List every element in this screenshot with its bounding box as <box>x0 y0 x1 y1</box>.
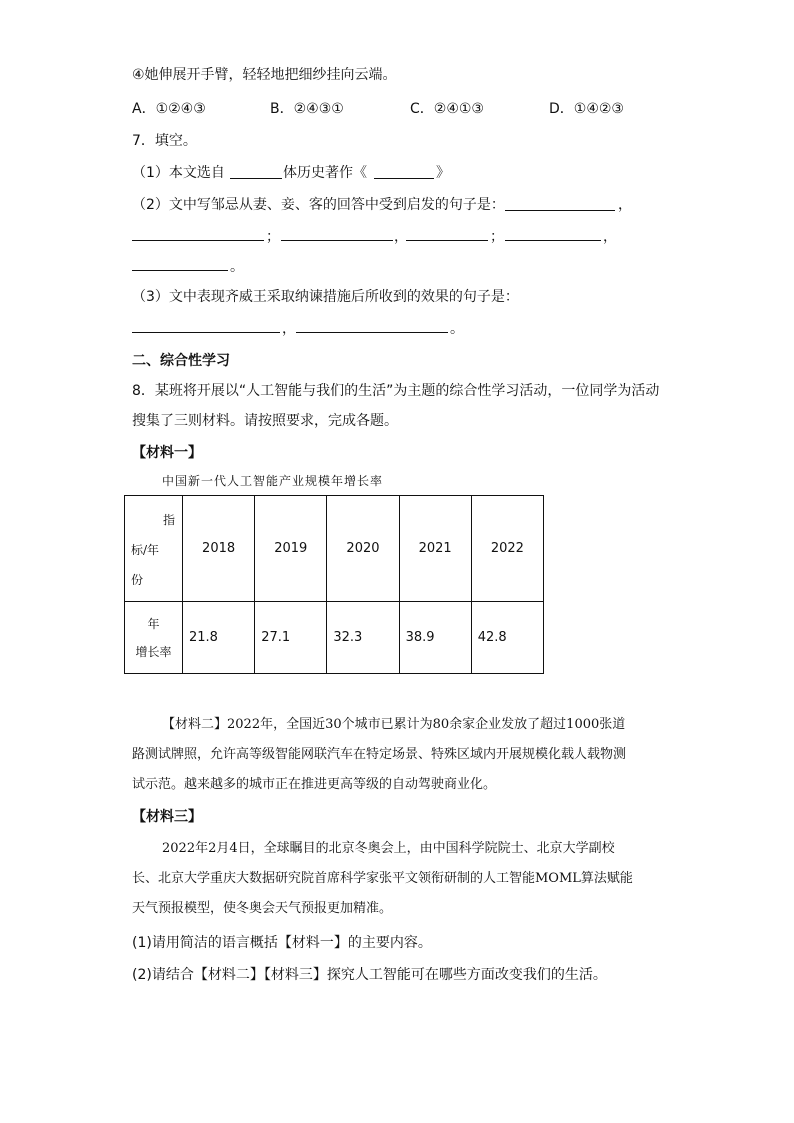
header-label-part: 份 <box>131 572 144 587</box>
blank-genre[interactable] <box>230 178 282 179</box>
header-label-part: 指 <box>163 512 176 527</box>
value-cell: 32.3 <box>327 602 399 674</box>
blank-sentence-4[interactable] <box>406 240 488 241</box>
q8-intro-line-2: 搜集了三则材料。请按照要求，完成各题。 <box>132 413 398 429</box>
material-2-line: 路测试牌照，允许高等级智能网联汽车在特定场景、特殊区域内开展规模化载人载物测 <box>132 747 627 762</box>
option-letter: A． <box>132 101 156 117</box>
table-header-row <box>125 496 544 602</box>
blank-sentence-2[interactable] <box>132 240 264 241</box>
blank-sentence-5[interactable] <box>505 240 601 241</box>
q7-part3-prompt: （3）文中表现齐威王采取纳谏措施后所收到的效果的句子是： <box>132 289 519 305</box>
material-2-line: 【材料二】2022年，全国近30个城市已累计为80余家企业发放了超过1000张道 <box>162 717 626 732</box>
header-label-part: 标/年 <box>131 542 160 557</box>
sub-question-2: (2)请结合【材料二】【材料三】探究人工智能可在哪些方面改变我们的生活。 <box>132 967 607 983</box>
semicolon: ； <box>490 229 504 245</box>
material-3-line: 长、北京大学重庆大数据研究院首席科学家张平文领衔研制的人工智能MOML算法赋能 <box>132 871 633 886</box>
blank-sentence-3[interactable] <box>281 240 393 241</box>
row-label-cell <box>125 602 183 674</box>
year-cell: 2019 <box>255 496 327 602</box>
growth-rate-table <box>124 495 544 674</box>
sub-question-1: (1)请用简洁的语言概括【材料一】的主要内容。 <box>132 935 432 951</box>
row-label-part: 增长率 <box>135 644 172 659</box>
value-cell: 27.1 <box>255 602 327 674</box>
q7-title: 7．填空。 <box>132 133 197 149</box>
table-title: 中国新一代人工智能产业规模年增长率 <box>162 474 384 488</box>
option-text: ①④②③ <box>573 101 624 117</box>
value-cell: 38.9 <box>399 602 471 674</box>
option-letter: D． <box>549 101 574 117</box>
option-letter: B． <box>270 101 294 117</box>
q6-item-4: ④她伸展开手臂，轻轻地把细纱挂向云端。 <box>132 67 397 83</box>
material-1-label: 【材料一】 <box>132 445 202 461</box>
q6-option-b <box>270 98 344 118</box>
value-cell: 42.8 <box>471 602 543 674</box>
option-text: ②④③① <box>293 101 344 117</box>
comma: ， <box>394 229 408 245</box>
header-label-cell <box>125 496 183 602</box>
comma: ， <box>603 229 617 245</box>
material-2 <box>132 710 662 800</box>
option-text: ②④①③ <box>433 101 484 117</box>
year-cell: 2018 <box>183 496 255 602</box>
blank-sentence-6[interactable] <box>132 270 228 271</box>
blank-sentence-1[interactable] <box>505 210 615 211</box>
blank-effect-2[interactable] <box>296 332 448 333</box>
material-3-line: 天气预报模型，使冬奥会天气预报更加精准。 <box>132 901 393 916</box>
value-cell: 21.8 <box>183 602 255 674</box>
q8-intro-line-1: 8．某班将开展以“人工智能与我们的生活”为主题的综合性学习活动，一位同学为活动 <box>132 383 660 399</box>
blank-book-title[interactable] <box>374 178 434 179</box>
year-cell: 2020 <box>327 496 399 602</box>
row-label-part: 年 <box>147 616 160 631</box>
option-text: ①②④③ <box>155 101 206 117</box>
option-letter: C． <box>410 101 434 117</box>
material-3 <box>132 834 662 924</box>
material-3-label: 【材料三】 <box>132 809 202 825</box>
material-3-line: 2022年2月4日，全球瞩目的北京冬奥会上，由中国科学院院士、北京大学副校 <box>162 841 615 856</box>
section-title: 二、综合性学习 <box>132 353 230 369</box>
q7-part1-prefix: （1）本文选自 <box>132 165 225 181</box>
table-data-row <box>125 602 544 674</box>
q7-part1-middle: 体历史著作《 <box>283 165 367 181</box>
blank-effect-1[interactable] <box>132 332 280 333</box>
q7-part1-suffix: 》 <box>436 165 450 181</box>
q6-option-c <box>410 98 484 118</box>
material-2-line: 试示范。越来越多的城市正在推进更高等级的自动驾驶商业化。 <box>132 777 497 792</box>
comma: ， <box>282 321 296 337</box>
q7-part2-prompt: （2）文中写邹忌从妻、妾、客的回答中受到启发的句子是： <box>132 197 505 213</box>
q6-option-a <box>132 98 206 118</box>
period: 。 <box>230 259 244 275</box>
year-cell: 2022 <box>471 496 543 602</box>
period: 。 <box>450 321 464 337</box>
q6-option-d <box>549 98 624 118</box>
year-cell: 2021 <box>399 496 471 602</box>
semicolon: ； <box>266 229 280 245</box>
comma: ， <box>618 197 632 213</box>
